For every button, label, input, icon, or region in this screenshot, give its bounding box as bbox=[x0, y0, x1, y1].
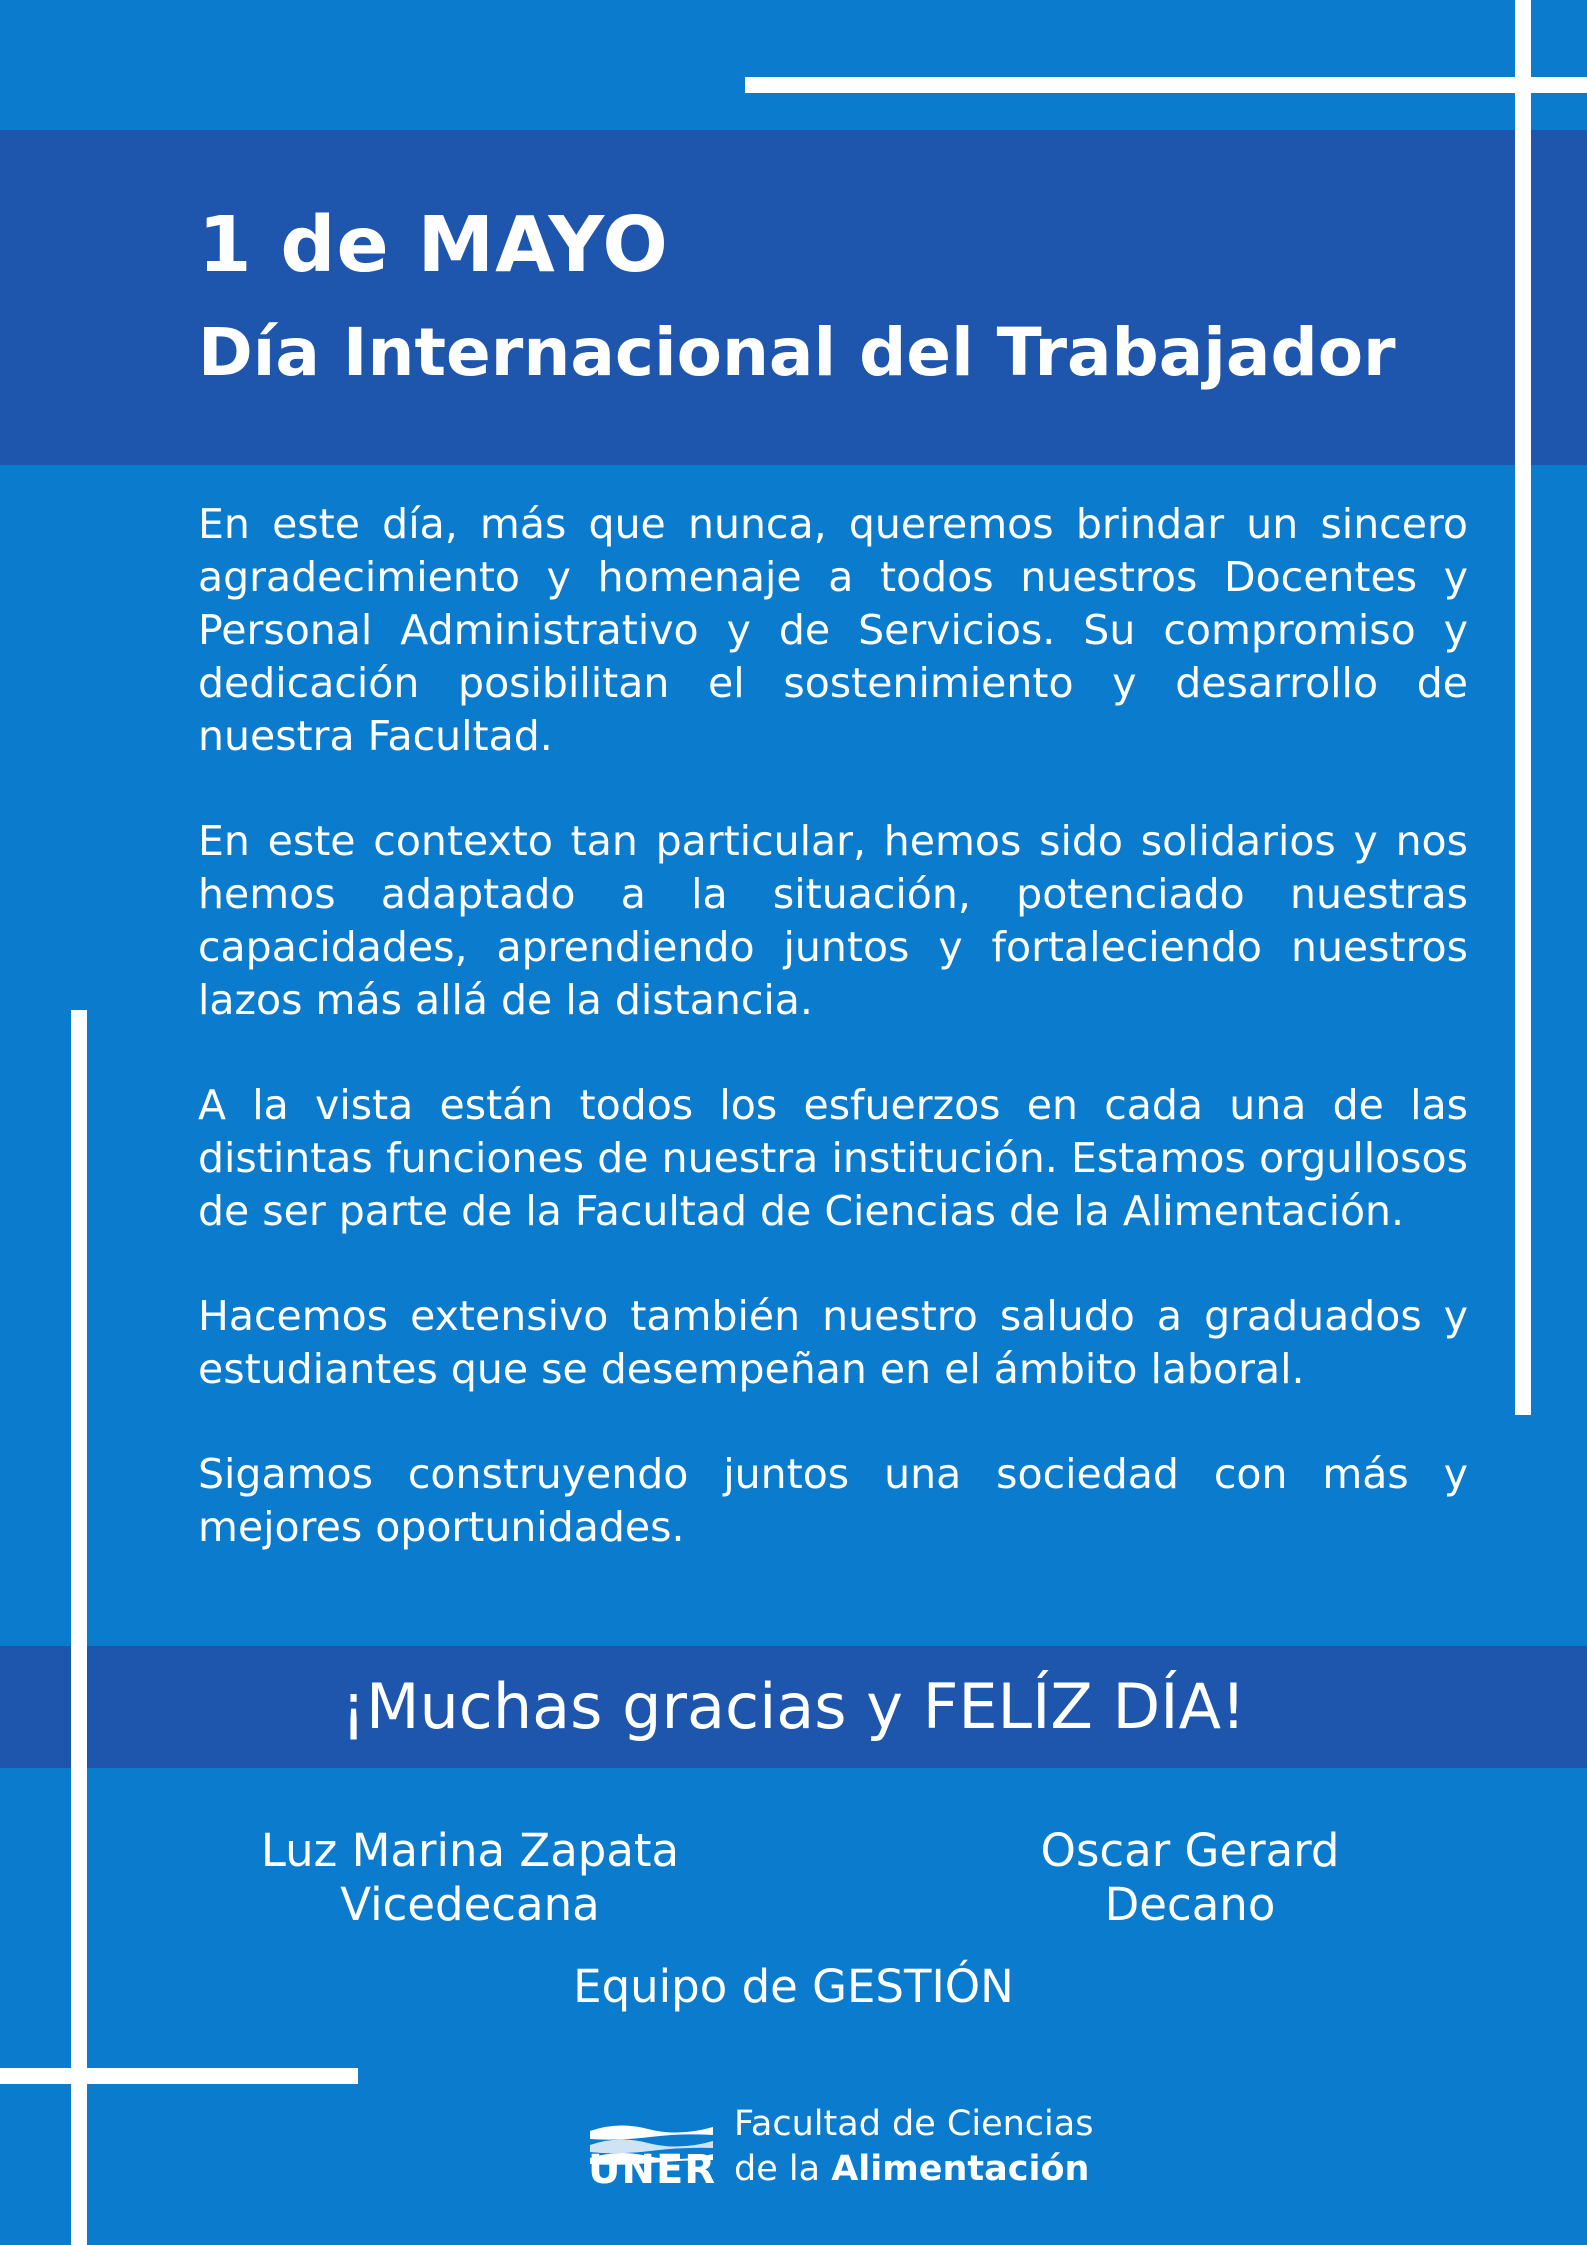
paragraph-3: A la vista están todos los esfuerzos en cada una de las distintas funciones de nuestra institución. Estamos orgullosos de ser parte de la Facultad de Ciencias de la Alimentación. bbox=[198, 1081, 1468, 1235]
faculty-logo bbox=[588, 2096, 1108, 2196]
logo-line-1: Facultad de Ciencias bbox=[734, 2104, 1094, 2144]
page-title: 1 de MAYO bbox=[198, 201, 669, 290]
signature-name: Luz Marina Zapata bbox=[260, 1824, 680, 1877]
paragraph-5: Sigamos construyendo juntos una sociedad con más y mejores oportunidades. bbox=[198, 1450, 1468, 1551]
decorative-line-top-horizontal bbox=[745, 77, 1587, 93]
decorative-line-bottom-horizontal bbox=[0, 2068, 358, 2084]
paragraph-2: En este contexto tan particular, hemos sido solidarios y nos hemos adaptado a la situación, potenciado nuestras capacidades, aprendiendo juntos y fortaleciendo nuestros lazos más allá de la distancia. bbox=[198, 817, 1468, 1024]
signature-right bbox=[920, 1824, 1460, 1932]
decorative-line-bottom-vertical bbox=[71, 1010, 87, 2245]
paragraph-1: En este día, más que nunca, queremos brindar un sincero agradecimiento y homenaje a todos nuestros Docentes y Personal Administrativo y de Servicios. Su compromiso y dedicación posibilitan el sostenimiento y desarrollo de nuestra Facultad. bbox=[198, 500, 1468, 760]
page-subtitle: Día Internacional del Trabajador bbox=[198, 314, 1396, 391]
decorative-line-top-vertical bbox=[1515, 0, 1531, 1415]
paragraph-4: Hacemos extensivo también nuestro saludo a graduados y estudiantes que se desempeñan en el ámbito laboral. bbox=[198, 1292, 1468, 1393]
signature-role: Vicedecana bbox=[340, 1878, 600, 1931]
logo-line-2-bold: Alimentación bbox=[831, 2149, 1090, 2189]
logo-line-2 bbox=[734, 2147, 1093, 2192]
signature-role: Decano bbox=[1104, 1878, 1276, 1931]
team-signature: Equipo de GESTIÓN bbox=[573, 1960, 1014, 2013]
logo-name bbox=[734, 2102, 1093, 2192]
thanks-message: ¡Muchas gracias y FELÍZ DÍA! bbox=[341, 1670, 1246, 1743]
header-band bbox=[0, 130, 1587, 465]
signature-name: Oscar Gerard bbox=[1040, 1824, 1340, 1877]
logo-line-2-prefix: de la bbox=[734, 2149, 821, 2189]
signature-left bbox=[200, 1824, 740, 1932]
message-body bbox=[198, 498, 1468, 1606]
logo-acronym: UNER bbox=[588, 2147, 717, 2193]
